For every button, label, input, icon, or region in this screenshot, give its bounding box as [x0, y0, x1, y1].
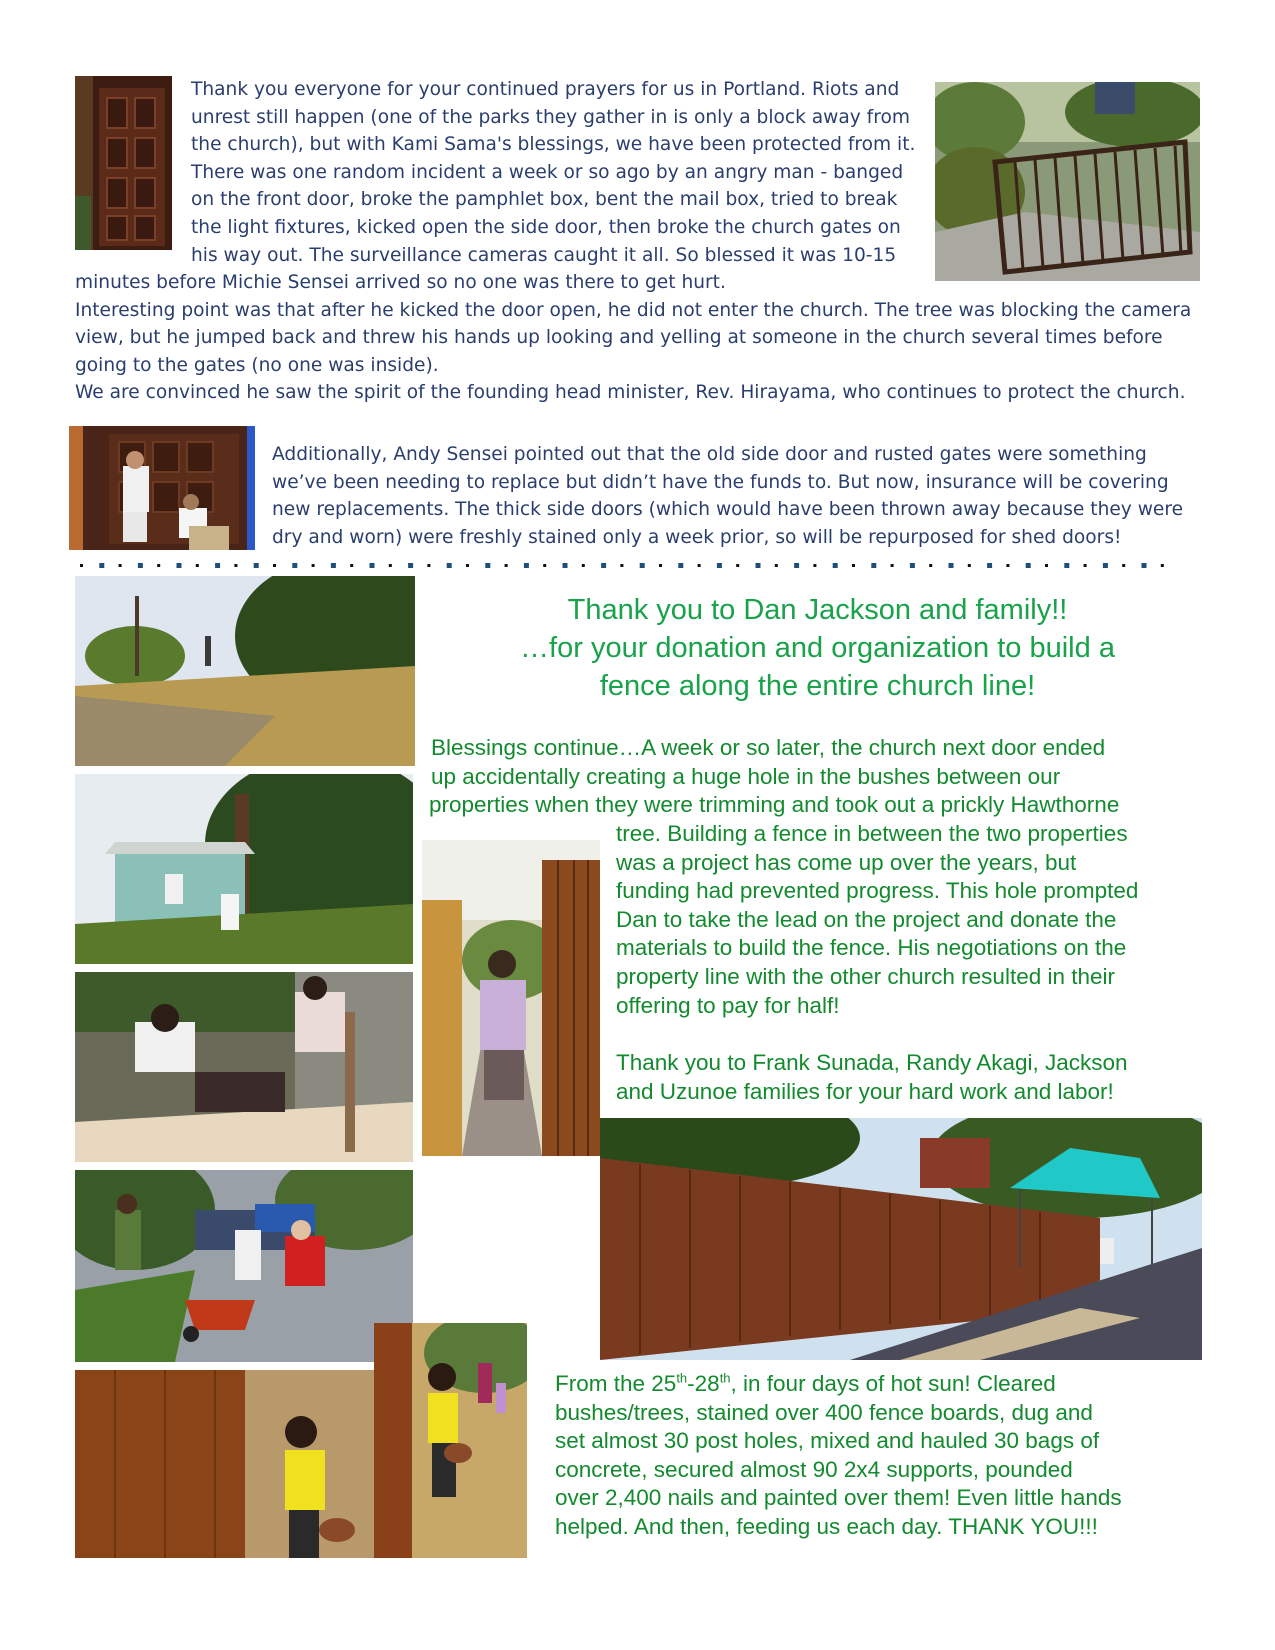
divider-dot	[138, 563, 143, 568]
divider-dot	[99, 563, 104, 568]
paragraph-line: offering to pay for half!	[616, 992, 840, 1018]
divider-dot	[370, 563, 375, 568]
overgrown-lot-photo	[75, 576, 415, 766]
divider-dot	[813, 564, 816, 567]
divider-dot	[678, 563, 683, 568]
paragraph-line: the church), but with Kami Sama's blessings, we have been protected from it.	[191, 134, 916, 156]
divider-dot	[331, 563, 336, 568]
blessings-paragraph-wide	[431, 734, 1211, 820]
paragraph-line: set almost 30 post holes, mixed and hauled 30 bags of	[555, 1428, 1100, 1454]
paragraph-line: his way out. The surveillance cameras caught it all. So blessed it was 10-15	[191, 244, 897, 266]
paragraph-line: helped. And then, feeding us each day. THANK YOU!!!	[555, 1513, 1098, 1539]
broken-gate-photo	[935, 82, 1200, 281]
divider-dot	[389, 564, 392, 567]
paragraph-line: going to the gates (no one was inside).	[75, 354, 439, 376]
divider-dot	[756, 563, 761, 568]
divider-dot	[949, 563, 954, 568]
divider-dot	[1064, 563, 1069, 568]
divider-dot	[1084, 564, 1087, 567]
church-door-photo	[75, 76, 172, 250]
divider-dot	[447, 563, 452, 568]
paragraph-line: We are convinced he saw the spirit of the founding head minister, Rev. Hirayama, who continues to protect the church.	[75, 382, 1186, 404]
finished-fence-photo	[600, 1118, 1202, 1360]
divider-dot	[601, 563, 606, 568]
paragraph-line: view, but he jumped back and threw his hands up looking and yelling at someone in the church several times before	[75, 327, 1163, 349]
divider-dot	[871, 563, 876, 568]
divider-dot	[485, 563, 490, 568]
paragraph-line: the light fixtures, kicked open the side door, then broke the church gates on	[191, 216, 901, 238]
divider-dot	[717, 563, 722, 568]
divider-dot	[1026, 563, 1031, 568]
paragraph-line: Dan to take the lead on the project and donate the	[616, 906, 1117, 932]
dotted-divider	[80, 562, 1180, 570]
paragraph-line: and Uzunoe families for your hard work and labor!	[616, 1078, 1114, 1104]
paragraph-line: over 2,400 nails and painted over them! Even little hands	[555, 1485, 1122, 1511]
thank-you-headline	[430, 591, 1205, 705]
paragraph-line: properties when they were trimming and took out a prickly Hawthorne	[429, 792, 1120, 818]
paragraph-line: There was one random incident a week or so ago by an angry man - banged	[191, 161, 904, 183]
paragraph-line: was a project has come up over the years, but	[616, 849, 1077, 875]
paragraph-line: tree. Building a fence in between the two properties	[616, 821, 1128, 846]
paragraph-line: dry and worn) were freshly stained only a week prior, so will be repurposed for shed doors!	[272, 526, 1122, 548]
paragraph-line: bushes/trees, stained over 400 fence boards, dug and	[555, 1399, 1093, 1425]
divider-dot	[234, 564, 237, 567]
paragraph-line: property line with the other church resulted in their	[616, 963, 1116, 989]
paragraph-line: unrest still happen (one of the parks they gather in is only a block away from	[191, 106, 910, 128]
divider-dot	[1161, 564, 1164, 567]
prayers-paragraph	[191, 76, 921, 269]
divider-dot	[427, 564, 430, 567]
paragraph-line: Interesting point was that after he kicked the door open, he did not enter the church. The tree was blocking the camera	[75, 299, 1192, 321]
stained-boards-photo	[422, 840, 600, 1156]
staining-doors-photo	[69, 426, 255, 550]
divider-dot	[1103, 563, 1108, 568]
divider-dot	[215, 563, 220, 568]
paragraph-line: concrete, secured almost 90 2x4 supports, pounded	[555, 1456, 1073, 1482]
divider-dot	[157, 564, 160, 567]
headline-line: Thank you to Dan Jackson and family!!	[567, 594, 1068, 626]
divider-dot	[543, 564, 546, 567]
paragraph-line: Blessings continue…A week or so later, the church next door ended	[431, 735, 1106, 760]
side-doors-paragraph	[272, 441, 1202, 551]
divider-dot	[987, 563, 992, 568]
divider-dot	[640, 563, 645, 568]
paragraph-line: on the front door, broke the pamphlet box, bent the mail box, tried to break	[191, 189, 898, 211]
divider-dot	[620, 564, 623, 567]
divider-dot	[196, 564, 199, 567]
shed-and-tree-photo	[75, 774, 413, 964]
divider-dot	[80, 564, 83, 567]
divider-dot	[1122, 564, 1125, 567]
divider-dot	[273, 564, 276, 567]
divider-dot	[910, 563, 915, 568]
volunteers-thanks	[616, 1049, 1206, 1106]
paragraph-line: funding had prevented progress. This hole prompted	[616, 878, 1139, 904]
divider-dot	[292, 563, 297, 568]
summary-first-line: From the 25th-28th, in four days of hot sun! Cleared	[555, 1370, 1056, 1396]
divider-dot	[1006, 564, 1009, 567]
divider-dot	[312, 564, 315, 567]
divider-dot	[736, 564, 739, 567]
divider-dot	[698, 564, 701, 567]
paragraph-line: we’ve been needing to replace but didn’t have the funds to. But now, insurance will be covering	[272, 471, 1169, 493]
blessings-paragraph-narrow	[616, 820, 1206, 1020]
incident-paragraph	[75, 269, 1205, 407]
divider-dot	[524, 563, 529, 568]
divider-dot	[350, 564, 353, 567]
headline-line: fence along the entire church line!	[599, 670, 1036, 702]
wheelbarrow-photo	[75, 1170, 413, 1362]
paragraph-line: new replacements. The thick side doors (which would have been thrown away because they were	[272, 499, 1184, 521]
divider-dot	[582, 564, 585, 567]
divider-dot	[466, 564, 469, 567]
divider-dot	[505, 564, 508, 567]
divider-dot	[929, 564, 932, 567]
divider-dot	[119, 564, 122, 567]
little-hands-fence-photo	[75, 1370, 375, 1558]
paragraph-line: Additionally, Andy Sensei pointed out that the old side door and rusted gates were something	[272, 444, 1147, 465]
paragraph-line: Thank you everyone for your continued prayers for us in Portland. Riots and	[191, 79, 900, 100]
divider-dot	[408, 563, 413, 568]
children-helping-photo	[374, 1323, 527, 1558]
paragraph-line: up accidentally creating a huge hole in the bushes between our	[431, 763, 1061, 789]
divider-dot	[1045, 564, 1048, 567]
work-summary-paragraph	[555, 1370, 1205, 1542]
divider-dot	[254, 563, 259, 568]
paragraph-line: minutes before Michie Sensei arrived so no one was there to get hurt.	[75, 272, 726, 293]
divider-dot	[563, 563, 568, 568]
divider-dot	[1142, 563, 1147, 568]
divider-dot	[891, 564, 894, 567]
mixing-concrete-photo	[75, 972, 413, 1162]
paragraph-line: materials to build the fence. His negotiations on the	[616, 935, 1127, 961]
divider-dot	[852, 564, 855, 567]
headline-line: …for your donation and organization to build a	[520, 632, 1115, 664]
divider-dot	[794, 563, 799, 568]
paragraph-line: Thank you to Frank Sunada, Randy Akagi, Jackson	[616, 1050, 1128, 1075]
divider-dot	[968, 564, 971, 567]
divider-dot	[833, 563, 838, 568]
divider-dot	[775, 564, 778, 567]
divider-dot	[659, 564, 662, 567]
divider-dot	[177, 563, 182, 568]
